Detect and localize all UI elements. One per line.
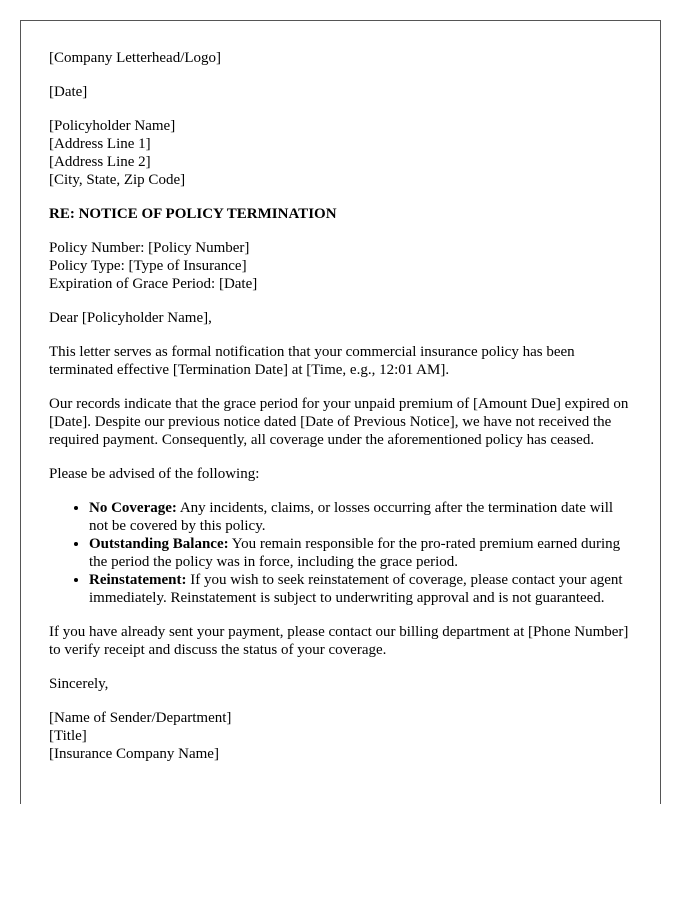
list-item [89, 571, 632, 607]
advisory-intro: Please be advised of the following: [49, 466, 260, 482]
list-item-text: You remain responsible for the pro-rated premium earned during the period the policy was in force, including the grace period. [89, 536, 621, 570]
body-paragraph-termination: This letter serves as formal notification that your commercial insurance policy has been terminated effective [Termination Date] at [Time, e.g., 12:01 AM]. [49, 344, 575, 378]
list-item-title: Outstanding Balance: [89, 536, 229, 552]
subject-line: RE: NOTICE OF POLICY TERMINATION [49, 206, 337, 222]
grace-period-expiration: Expiration of Grace Period: [Date] [49, 276, 258, 292]
recipient-address-line-1: [Address Line 1] [49, 136, 151, 152]
salutation: Dear [Policyholder Name], [49, 310, 212, 326]
company-name: [Insurance Company Name] [49, 746, 219, 762]
list-item [89, 535, 632, 571]
list-item-text: If you wish to seek reinstatement of coverage, please contact your agent immediately. Reinstatement is subject to underwriting approval and is not guaranteed. [89, 572, 623, 606]
list-item-title: Reinstatement: [89, 572, 187, 588]
letter-date: [Date] [49, 84, 88, 100]
company-letterhead: [Company Letterhead/Logo] [49, 50, 222, 66]
recipient-name: [Policyholder Name] [49, 118, 176, 134]
policy-type: Policy Type: [Type of Insurance] [49, 258, 247, 274]
body-paragraph-payment: If you have already sent your payment, please contact our billing department at [Phone Number] to verify receipt and discuss the status of your coverage. [49, 624, 629, 658]
recipient-address-line-2: [Address Line 2] [49, 154, 151, 170]
closing: Sincerely, [49, 676, 109, 692]
list-item-title: No Coverage: [89, 500, 177, 516]
policy-number: Policy Number: [Policy Number] [49, 240, 250, 256]
list-item [89, 499, 632, 535]
signature-block [49, 709, 632, 763]
recipient-address [49, 117, 632, 189]
body-paragraph-grace-period: Our records indicate that the grace period for your unpaid premium of [Amount Due] expired on [Date]. Despite our previous notice dated [Date of Previous Notice], we have not received the required payment. Consequently, all coverage under the aforementioned policy has ceased. [49, 396, 629, 448]
list-item-text: Any incidents, claims, or losses occurring after the termination date will not be covered by this policy. [89, 500, 614, 534]
recipient-city-state-zip: [City, State, Zip Code] [49, 172, 186, 188]
sender-name: [Name of Sender/Department] [49, 710, 232, 726]
policy-details [49, 239, 632, 293]
advisory-list [49, 499, 632, 607]
sender-title: [Title] [49, 728, 87, 744]
letter-page [20, 20, 661, 804]
